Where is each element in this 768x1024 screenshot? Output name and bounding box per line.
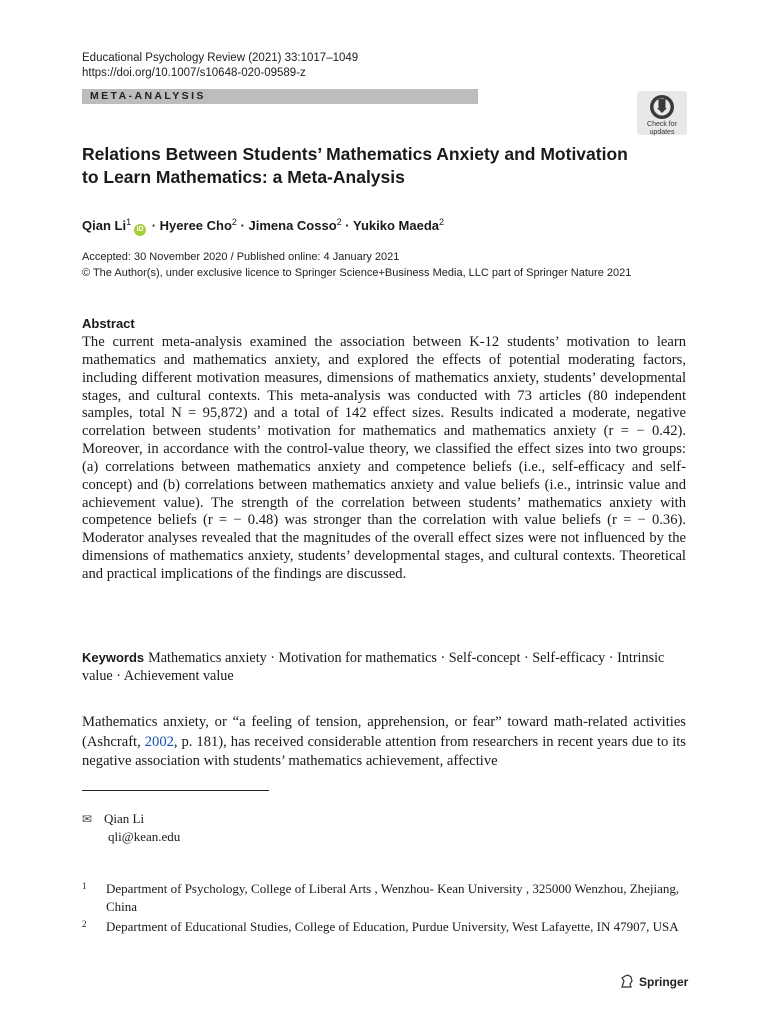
check-updates-icon <box>649 94 675 120</box>
author-affiliation-mark: 2 <box>231 217 237 227</box>
author-name: Hyeree Cho <box>159 218 232 233</box>
author-name: Qian Li <box>82 218 127 233</box>
paper-title: Relations Between Students’ Mathematics Anxiety and Motivation to Learn Mathematics: a Meta-Analysis <box>82 144 628 187</box>
publisher-name: Springer <box>639 975 689 989</box>
copyright-notice: © The Author(s), under exclusive licence to Springer Science+Business Media, LLC part of Springer Nature 2021 <box>82 267 632 279</box>
contact-name: Qian Li <box>104 811 145 826</box>
keywords <box>82 649 686 685</box>
envelope-icon: ✉ <box>82 812 93 826</box>
author-affiliation-mark: 2 <box>439 217 445 227</box>
footnote-divider <box>82 790 269 791</box>
publication-dates: Accepted: 30 November 2020 / Published online: 4 January 2021 <box>82 251 400 263</box>
contact-email[interactable]: qli@kean.edu <box>108 829 181 844</box>
publisher-logo <box>619 973 688 989</box>
publication-meta <box>82 249 631 281</box>
intro-paragraph: Mathematics anxiety, or “a feeling of tension, apprehension, or fear” toward math-related activities (Ashcraft, 2002, p. 181), has received considerable attention from researchers in recent years due to its negative association with students’ mathematics achievement, affective <box>82 714 686 770</box>
abstract-heading: Abstract <box>82 316 135 331</box>
author-affiliation-mark: 2 <box>336 217 342 227</box>
affiliation <box>82 918 686 936</box>
keywords-label: Keywords <box>82 650 145 665</box>
springer-horse-icon <box>619 973 635 989</box>
author-name: Yukiko Maeda <box>353 218 439 233</box>
check-updates-line2: updates <box>649 128 675 136</box>
journal-citation: Educational Psychology Review (2021) 33:1017–1049 <box>82 52 359 64</box>
affiliation <box>82 880 686 916</box>
orcid-icon[interactable]: iD <box>134 224 146 236</box>
author-list: Qian $Li^1iD$ · Hyeree Cho$^2$ · Jimena Cosso$^2$ · Yukiko Maeda$^2$ <box>82 213 444 236</box>
affiliation-number: 2 <box>82 919 87 929</box>
corresponding-author <box>82 810 180 846</box>
check-for-updates-badge[interactable] <box>637 91 687 135</box>
check-updates-line1: Check for <box>647 121 677 128</box>
affiliation-text: Department of Psychology, College of Liberal Arts , Wenzhou- Kean University , 325000 Wenzhou, Zhejiang, China <box>106 881 680 914</box>
author-name: Jimena Cosso <box>248 218 337 233</box>
affiliation-text: Department of Educational Studies, College of Education, Purdue University, West Lafayette, IN 47907, USA <box>106 919 679 934</box>
affiliation-number: 1 <box>82 881 87 891</box>
author-affiliation-mark: 1 <box>126 217 132 227</box>
doi-link[interactable]: https://doi.org/10.1007/s10648-020-09589-z <box>82 67 306 79</box>
keywords-text: Mathematics anxiety · Motivation for mathematics · Self-concept · Self-efficacy · Intrinsic value · Achievement value <box>82 650 665 684</box>
journal-header <box>82 51 358 81</box>
abstract-body: The current meta-analysis examined the association between K-12 students’ motivation to learn mathematics and mathematics anxiety, and explored the effects of potential moderating factors, including different motivation measures, dimensions of mathematics anxiety, students’ developmental stages, and cultural contexts. This meta-analysis was conducted with 73 articles (80 independent samples, total N = 95,872) and a total of 142 effect sizes. Results indicated a moderate, negative correlation between students’ motivation for mathematics and mathematics anxiety (r = − 0.42). Moreover, in accordance with the control-value theory, we classified the effect sizes into two groups: (a) correlations between mathematics anxiety and competence beliefs (i.e., self-efficacy and self-concept) and (b) correlations between mathematics anxiety and value beliefs (i.e., intrinsic value and achievement value). The strength of the correlation between students’ mathematics anxiety with competence beliefs (r = − 0.48) was stronger than the correlation with value beliefs (r = − 0.36). Moderator analyses revealed that the magnitudes of the overall effect sizes were not influenced by the dimensions of mathematics anxiety, students’ developmental stages, and cultural contexts. Theoretical and practical implications of the findings are discussed. <box>82 334 686 582</box>
citation-link[interactable]: 2002 <box>144 733 174 750</box>
article-type-banner: META-ANALYSIS <box>82 89 478 104</box>
